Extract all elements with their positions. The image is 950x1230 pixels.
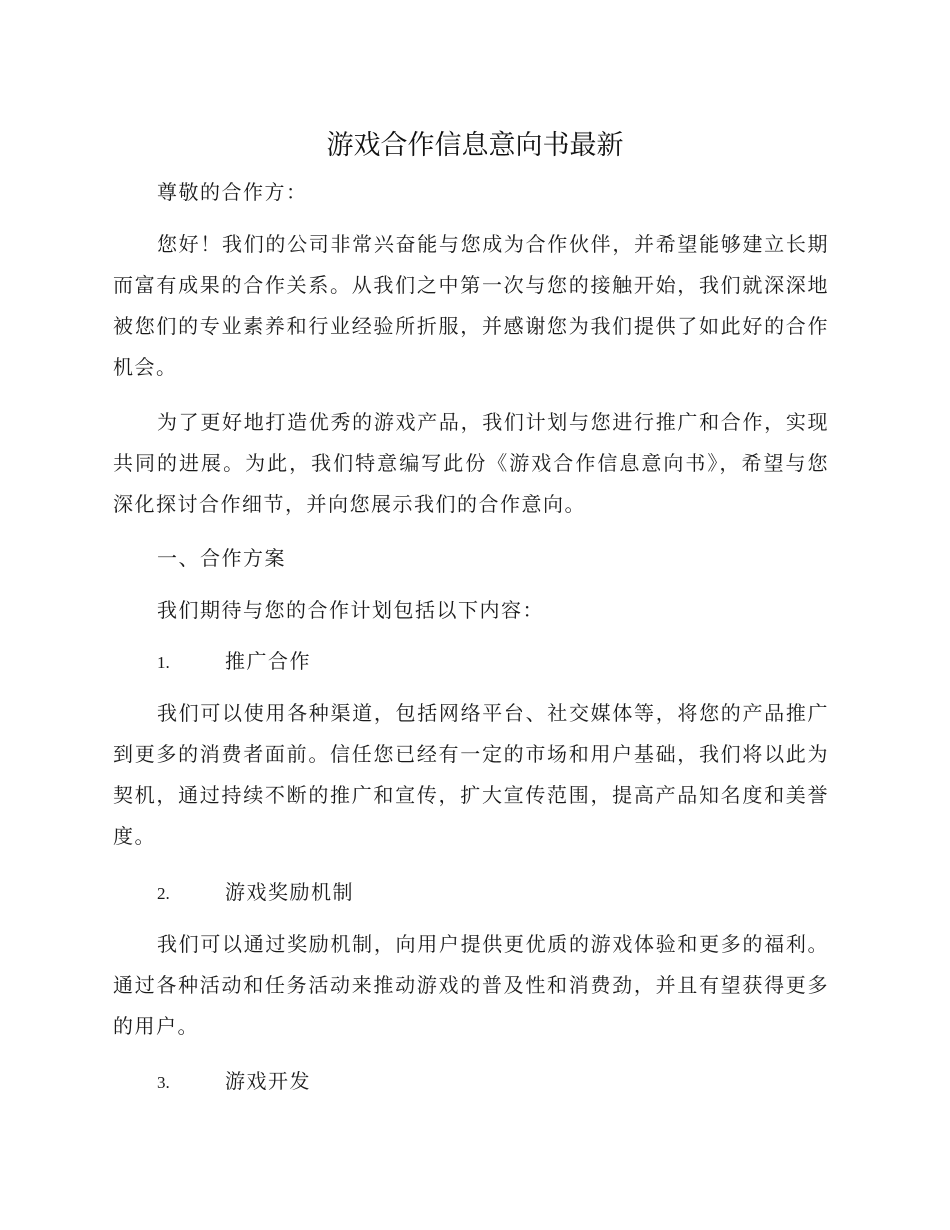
- salutation: 尊敬的合作方：: [157, 180, 308, 204]
- paragraph-line: 为了更好地打造优秀的游戏产品，我们计划与您进行推广和合作，实现: [157, 410, 829, 434]
- document-title: 游戏合作信息意向书最新: [326, 130, 624, 161]
- list-label: 游戏开发: [225, 1069, 311, 1093]
- paragraph-line: 深化探讨合作细节，并向您展示我们的合作意向。: [113, 492, 586, 516]
- paragraph-line: 到更多的消费者面前。信任您已经有一定的市场和用户基础，我们将以此为: [113, 742, 829, 766]
- paragraph-line: 共同的进展。为此，我们特意编写此份《游戏合作信息意向书》，希望与您: [113, 451, 829, 475]
- paragraph-line: 契机，通过持续不断的推广和宣传，扩大宣传范围，提高产品知名度和美誉: [113, 783, 829, 807]
- paragraph-line: 而富有成果的合作关系。从我们之中第一次与您的接触开始，我们就深深地: [113, 273, 829, 297]
- section-heading: 一、合作方案: [157, 546, 286, 570]
- intro-paragraph: [113, 224, 829, 388]
- paragraph-line: 我们可以使用各种渠道，包括网络平台、社交媒体等，将您的产品推广: [157, 701, 829, 725]
- paragraph-line: 的用户。: [113, 1014, 199, 1038]
- paragraph-line: 通过各种活动和任务活动来推动游戏的普及性和消费劲，并且有望获得更多: [113, 973, 829, 997]
- paragraph-line: 度。: [113, 824, 156, 848]
- list-number: 1.: [157, 653, 170, 672]
- list-label: 游戏奖励机制: [225, 880, 354, 904]
- item2-paragraph: [113, 924, 829, 1047]
- plan-intro: 我们期待与您的合作计划包括以下内容：: [157, 598, 544, 622]
- list-label: 推广合作: [225, 649, 311, 673]
- paragraph-line: 被您们的专业素养和行业经验所折服，并感谢您为我们提供了如此好的合作: [113, 314, 829, 338]
- item1-paragraph: [113, 693, 829, 857]
- paragraph-line: 您好！我们的公司非常兴奋能与您成为合作伙伴，并希望能够建立长期: [157, 232, 829, 256]
- list-item-2: [157, 872, 354, 914]
- paragraph-line: 机会。: [113, 355, 178, 379]
- list-number: 3.: [157, 1073, 170, 1092]
- purpose-paragraph: [113, 402, 829, 525]
- list-number: 2.: [157, 884, 170, 903]
- list-item-1: [157, 641, 311, 683]
- list-item-3: [157, 1061, 311, 1103]
- paragraph-line: 我们可以通过奖励机制，向用户提供更优质的游戏体验和更多的福利。: [157, 932, 829, 956]
